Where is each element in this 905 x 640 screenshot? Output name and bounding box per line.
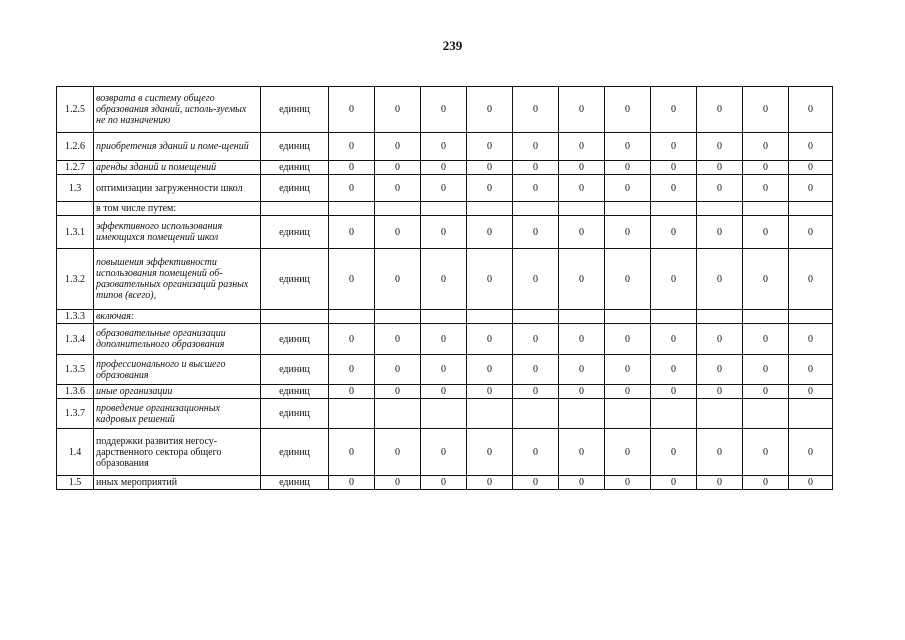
value-cell xyxy=(697,202,743,216)
value-cell: 0 xyxy=(329,476,375,490)
value-cell: 0 xyxy=(421,161,467,175)
value-cell: 0 xyxy=(421,133,467,161)
value-cell: 0 xyxy=(513,385,559,399)
value-cell: 0 xyxy=(605,429,651,476)
value-cell: 0 xyxy=(605,175,651,202)
row-description: иных мероприятий xyxy=(94,476,261,490)
row-description: включая: xyxy=(94,310,261,324)
row-number: 1.3.1 xyxy=(57,216,94,249)
value-cell: 0 xyxy=(651,161,697,175)
value-cell: 0 xyxy=(605,385,651,399)
value-cell: 0 xyxy=(421,385,467,399)
value-cell: 0 xyxy=(467,175,513,202)
value-cell xyxy=(329,202,375,216)
value-cell xyxy=(743,310,789,324)
value-cell: 0 xyxy=(605,324,651,355)
row-description: приобретения зданий и поме-щений xyxy=(94,133,261,161)
row-number: 1.2.7 xyxy=(57,161,94,175)
value-cell: 0 xyxy=(605,161,651,175)
value-cell: 0 xyxy=(467,355,513,385)
value-cell: 0 xyxy=(421,429,467,476)
value-cell: 0 xyxy=(375,429,421,476)
value-cell: 0 xyxy=(329,216,375,249)
value-cell: 0 xyxy=(467,161,513,175)
value-cell xyxy=(651,310,697,324)
value-cell: 0 xyxy=(697,175,743,202)
value-cell: 0 xyxy=(375,385,421,399)
value-cell: 0 xyxy=(651,216,697,249)
value-cell: 0 xyxy=(789,476,833,490)
value-cell xyxy=(375,310,421,324)
value-cell: 0 xyxy=(789,87,833,133)
value-cell: 0 xyxy=(789,355,833,385)
value-cell: 0 xyxy=(697,87,743,133)
data-table xyxy=(56,86,833,490)
value-cell: 0 xyxy=(789,133,833,161)
value-cell: 0 xyxy=(329,249,375,310)
value-cell: 0 xyxy=(375,133,421,161)
value-cell: 0 xyxy=(743,175,789,202)
value-cell: 0 xyxy=(651,324,697,355)
value-cell xyxy=(559,202,605,216)
value-cell: 0 xyxy=(375,87,421,133)
value-cell: 0 xyxy=(605,87,651,133)
value-cell: 0 xyxy=(513,87,559,133)
row-unit xyxy=(261,202,329,216)
value-cell: 0 xyxy=(329,87,375,133)
row-description: поддержки развития негосу-дарственного сектора общего образования xyxy=(94,429,261,476)
table-row xyxy=(57,399,833,429)
row-unit: единиц xyxy=(261,399,329,429)
value-cell: 0 xyxy=(375,249,421,310)
value-cell: 0 xyxy=(559,216,605,249)
value-cell: 0 xyxy=(743,249,789,310)
row-unit: единиц xyxy=(261,355,329,385)
value-cell: 0 xyxy=(697,324,743,355)
value-cell xyxy=(605,202,651,216)
value-cell: 0 xyxy=(697,249,743,310)
value-cell: 0 xyxy=(743,324,789,355)
value-cell: 0 xyxy=(513,324,559,355)
value-cell: 0 xyxy=(559,476,605,490)
value-cell: 0 xyxy=(697,429,743,476)
value-cell: 0 xyxy=(467,133,513,161)
row-description: профессионального и высшего образования xyxy=(94,355,261,385)
value-cell: 0 xyxy=(421,175,467,202)
row-unit: единиц xyxy=(261,161,329,175)
value-cell: 0 xyxy=(605,249,651,310)
row-unit: единиц xyxy=(261,133,329,161)
row-description: повышения эффективности использования помещений об-разовательных организаций разных типов (всего), xyxy=(94,249,261,310)
value-cell: 0 xyxy=(605,355,651,385)
value-cell: 0 xyxy=(559,175,605,202)
row-unit: единиц xyxy=(261,175,329,202)
value-cell: 0 xyxy=(375,161,421,175)
value-cell: 0 xyxy=(329,161,375,175)
value-cell: 0 xyxy=(743,133,789,161)
value-cell: 0 xyxy=(789,161,833,175)
value-cell: 0 xyxy=(743,385,789,399)
value-cell xyxy=(743,399,789,429)
table-row xyxy=(57,87,833,133)
value-cell: 0 xyxy=(467,87,513,133)
value-cell: 0 xyxy=(605,476,651,490)
table-row xyxy=(57,161,833,175)
value-cell: 0 xyxy=(329,355,375,385)
value-cell: 0 xyxy=(559,87,605,133)
row-description: возврата в систему общего образования зданий, исполь-зуемых не по назначению xyxy=(94,87,261,133)
value-cell: 0 xyxy=(375,216,421,249)
value-cell: 0 xyxy=(651,355,697,385)
value-cell: 0 xyxy=(743,87,789,133)
value-cell: 0 xyxy=(789,324,833,355)
value-cell: 0 xyxy=(329,324,375,355)
value-cell: 0 xyxy=(375,355,421,385)
value-cell: 0 xyxy=(329,133,375,161)
value-cell xyxy=(513,399,559,429)
value-cell xyxy=(559,310,605,324)
row-number: 1.3.7 xyxy=(57,399,94,429)
value-cell xyxy=(467,399,513,429)
table-row xyxy=(57,175,833,202)
value-cell: 0 xyxy=(559,355,605,385)
page-number: 239 xyxy=(442,38,463,53)
table-row xyxy=(57,202,833,216)
value-cell: 0 xyxy=(605,133,651,161)
value-cell: 0 xyxy=(421,355,467,385)
value-cell: 0 xyxy=(651,87,697,133)
table-row xyxy=(57,385,833,399)
table-row xyxy=(57,310,833,324)
value-cell: 0 xyxy=(375,175,421,202)
row-number: 1.3.6 xyxy=(57,385,94,399)
row-number: 1.3.3 xyxy=(57,310,94,324)
value-cell: 0 xyxy=(789,216,833,249)
value-cell: 0 xyxy=(375,476,421,490)
value-cell: 0 xyxy=(789,385,833,399)
value-cell: 0 xyxy=(697,161,743,175)
value-cell: 0 xyxy=(467,249,513,310)
value-cell: 0 xyxy=(421,249,467,310)
value-cell: 0 xyxy=(467,385,513,399)
row-description: эффективного использования имеющихся помещений школ xyxy=(94,216,261,249)
row-number: 1.3 xyxy=(57,175,94,202)
table-row xyxy=(57,324,833,355)
value-cell xyxy=(743,202,789,216)
value-cell xyxy=(421,202,467,216)
value-cell: 0 xyxy=(651,133,697,161)
value-cell xyxy=(789,399,833,429)
table-row xyxy=(57,429,833,476)
row-description: оптимизации загруженности школ xyxy=(94,175,261,202)
row-number: 1.2.6 xyxy=(57,133,94,161)
value-cell: 0 xyxy=(743,476,789,490)
value-cell: 0 xyxy=(513,476,559,490)
value-cell: 0 xyxy=(697,385,743,399)
table-row xyxy=(57,249,833,310)
value-cell: 0 xyxy=(467,216,513,249)
value-cell: 0 xyxy=(513,175,559,202)
row-number: 1.5 xyxy=(57,476,94,490)
value-cell xyxy=(513,202,559,216)
value-cell: 0 xyxy=(467,476,513,490)
row-description: образовательные организации дополнительного образования xyxy=(94,324,261,355)
value-cell xyxy=(651,202,697,216)
value-cell: 0 xyxy=(513,133,559,161)
value-cell: 0 xyxy=(467,429,513,476)
row-number: 1.3.4 xyxy=(57,324,94,355)
value-cell: 0 xyxy=(559,161,605,175)
table-row xyxy=(57,133,833,161)
value-cell: 0 xyxy=(651,249,697,310)
value-cell: 0 xyxy=(329,429,375,476)
value-cell: 0 xyxy=(697,355,743,385)
value-cell xyxy=(789,202,833,216)
row-unit xyxy=(261,310,329,324)
value-cell: 0 xyxy=(651,385,697,399)
row-description: аренды зданий и помещений xyxy=(94,161,261,175)
value-cell: 0 xyxy=(375,324,421,355)
row-number: 1.3.5 xyxy=(57,355,94,385)
value-cell: 0 xyxy=(789,429,833,476)
value-cell: 0 xyxy=(743,161,789,175)
value-cell: 0 xyxy=(605,216,651,249)
row-unit: единиц xyxy=(261,385,329,399)
value-cell xyxy=(467,310,513,324)
row-description: в том числе путем: xyxy=(94,202,261,216)
row-number: 1.4 xyxy=(57,429,94,476)
value-cell: 0 xyxy=(421,476,467,490)
value-cell xyxy=(467,202,513,216)
value-cell: 0 xyxy=(421,216,467,249)
value-cell xyxy=(697,399,743,429)
value-cell: 0 xyxy=(697,133,743,161)
value-cell: 0 xyxy=(789,249,833,310)
value-cell: 0 xyxy=(559,249,605,310)
row-number xyxy=(57,202,94,216)
value-cell xyxy=(559,399,605,429)
value-cell xyxy=(329,399,375,429)
value-cell: 0 xyxy=(513,216,559,249)
row-unit: единиц xyxy=(261,324,329,355)
row-description: проведение организационных кадровых решений xyxy=(94,399,261,429)
row-unit: единиц xyxy=(261,476,329,490)
value-cell: 0 xyxy=(559,385,605,399)
value-cell xyxy=(421,399,467,429)
value-cell: 0 xyxy=(743,355,789,385)
value-cell xyxy=(375,399,421,429)
table-body xyxy=(57,87,833,490)
value-cell: 0 xyxy=(329,175,375,202)
value-cell: 0 xyxy=(421,324,467,355)
value-cell: 0 xyxy=(513,161,559,175)
row-unit: единиц xyxy=(261,249,329,310)
table-row xyxy=(57,216,833,249)
row-description: иные организации xyxy=(94,385,261,399)
value-cell: 0 xyxy=(513,249,559,310)
value-cell xyxy=(421,310,467,324)
value-cell: 0 xyxy=(559,429,605,476)
value-cell xyxy=(697,310,743,324)
value-cell: 0 xyxy=(513,429,559,476)
value-cell xyxy=(513,310,559,324)
value-cell: 0 xyxy=(743,216,789,249)
value-cell: 0 xyxy=(467,324,513,355)
value-cell: 0 xyxy=(559,324,605,355)
value-cell: 0 xyxy=(651,429,697,476)
value-cell xyxy=(789,310,833,324)
row-unit: единиц xyxy=(261,87,329,133)
table-row xyxy=(57,355,833,385)
value-cell: 0 xyxy=(559,133,605,161)
value-cell xyxy=(605,399,651,429)
value-cell: 0 xyxy=(651,175,697,202)
table-row xyxy=(57,476,833,490)
value-cell: 0 xyxy=(789,175,833,202)
value-cell: 0 xyxy=(697,216,743,249)
row-number: 1.3.2 xyxy=(57,249,94,310)
value-cell xyxy=(375,202,421,216)
value-cell: 0 xyxy=(329,385,375,399)
row-unit: единиц xyxy=(261,429,329,476)
value-cell: 0 xyxy=(513,355,559,385)
value-cell: 0 xyxy=(743,429,789,476)
value-cell: 0 xyxy=(421,87,467,133)
value-cell: 0 xyxy=(697,476,743,490)
value-cell xyxy=(651,399,697,429)
value-cell: 0 xyxy=(651,476,697,490)
row-unit: единиц xyxy=(261,216,329,249)
value-cell xyxy=(329,310,375,324)
row-number: 1.2.5 xyxy=(57,87,94,133)
value-cell xyxy=(605,310,651,324)
